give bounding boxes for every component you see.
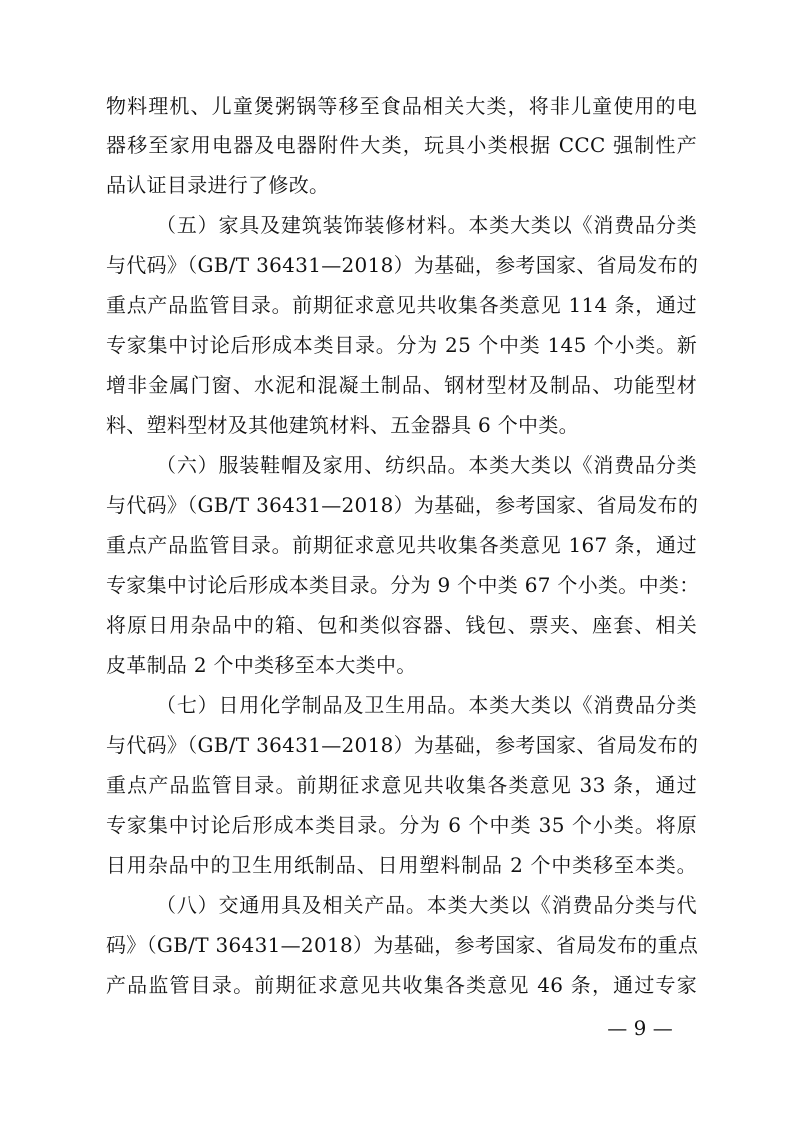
- body-text-line: 重点产品监管目录。前期征求意见共收集各类意见 167 条，通过: [106, 533, 697, 557]
- body-text-line: 与代码》（GB/T 36431—2018）为基础，参考国家、省局发布的: [106, 733, 699, 757]
- body-text-line: 增非金属门窗、水泥和混凝土制品、钢材型材及制品、功能型材: [106, 373, 697, 397]
- body-text-line: 皮革制品 2 个中类移至本大类中。: [106, 653, 417, 677]
- body-text-line: 与代码》（GB/T 36431—2018）为基础，参考国家、省局发布的: [106, 493, 699, 517]
- body-text-line: 器移至家用电器及电器附件大类，玩具小类根据 CCC 强制性产: [106, 133, 697, 157]
- body-text-line: 与代码》（GB/T 36431—2018）为基础，参考国家、省局发布的: [106, 253, 699, 277]
- section-heading-seven: （七）日用化学制品及卫生用品。本类大类以《消费品分类: [156, 693, 697, 717]
- body-text-line: 料、塑料型材及其他建筑材料、五金器具 6 个中类。: [106, 413, 579, 437]
- page-number: — 9 —: [607, 1016, 673, 1040]
- body-text-line: 专家集中讨论后形成本类目录。分为 9 个中类 67 个小类。中类：: [106, 573, 700, 597]
- section-heading-six: （六）服装鞋帽及家用、纺织品。本类大类以《消费品分类: [156, 453, 697, 477]
- body-text-line: 专家集中讨论后形成本类目录。分为 6 个中类 35 个小类。将原: [106, 813, 697, 837]
- body-text-line: 重点产品监管目录。前期征求意见共收集各类意见 33 条，通过: [106, 773, 697, 797]
- body-text-line: 品认证目录进行了修改。: [106, 173, 330, 197]
- section-heading-five: （五）家具及建筑装饰装修材料。本类大类以《消费品分类: [156, 213, 697, 237]
- body-text-line: 专家集中讨论后形成本类目录。分为 25 个中类 145 个小类。新: [106, 333, 697, 357]
- body-text-line: 日用杂品中的卫生用纸制品、日用塑料制品 2 个中类移至本类。: [106, 853, 697, 877]
- section-heading-eight: （八）交通用具及相关产品。本类大类以《消费品分类与代: [156, 893, 697, 917]
- body-text-line: 物料理机、儿童煲粥锅等移至食品相关大类，将非儿童使用的电: [106, 94, 697, 118]
- body-text-line: 将原日用杂品中的箱、包和类似容器、钱包、票夹、座套、相关: [106, 613, 697, 637]
- body-text-line: 码》（GB/T 36431—2018）为基础，参考国家、省局发布的重点: [106, 933, 699, 957]
- body-text-line: 重点产品监管目录。前期征求意见共收集各类意见 114 条，通过: [106, 293, 697, 317]
- body-text-line: 产品监管目录。前期征求意见共收集各类意见 46 条，通过专家: [106, 973, 697, 997]
